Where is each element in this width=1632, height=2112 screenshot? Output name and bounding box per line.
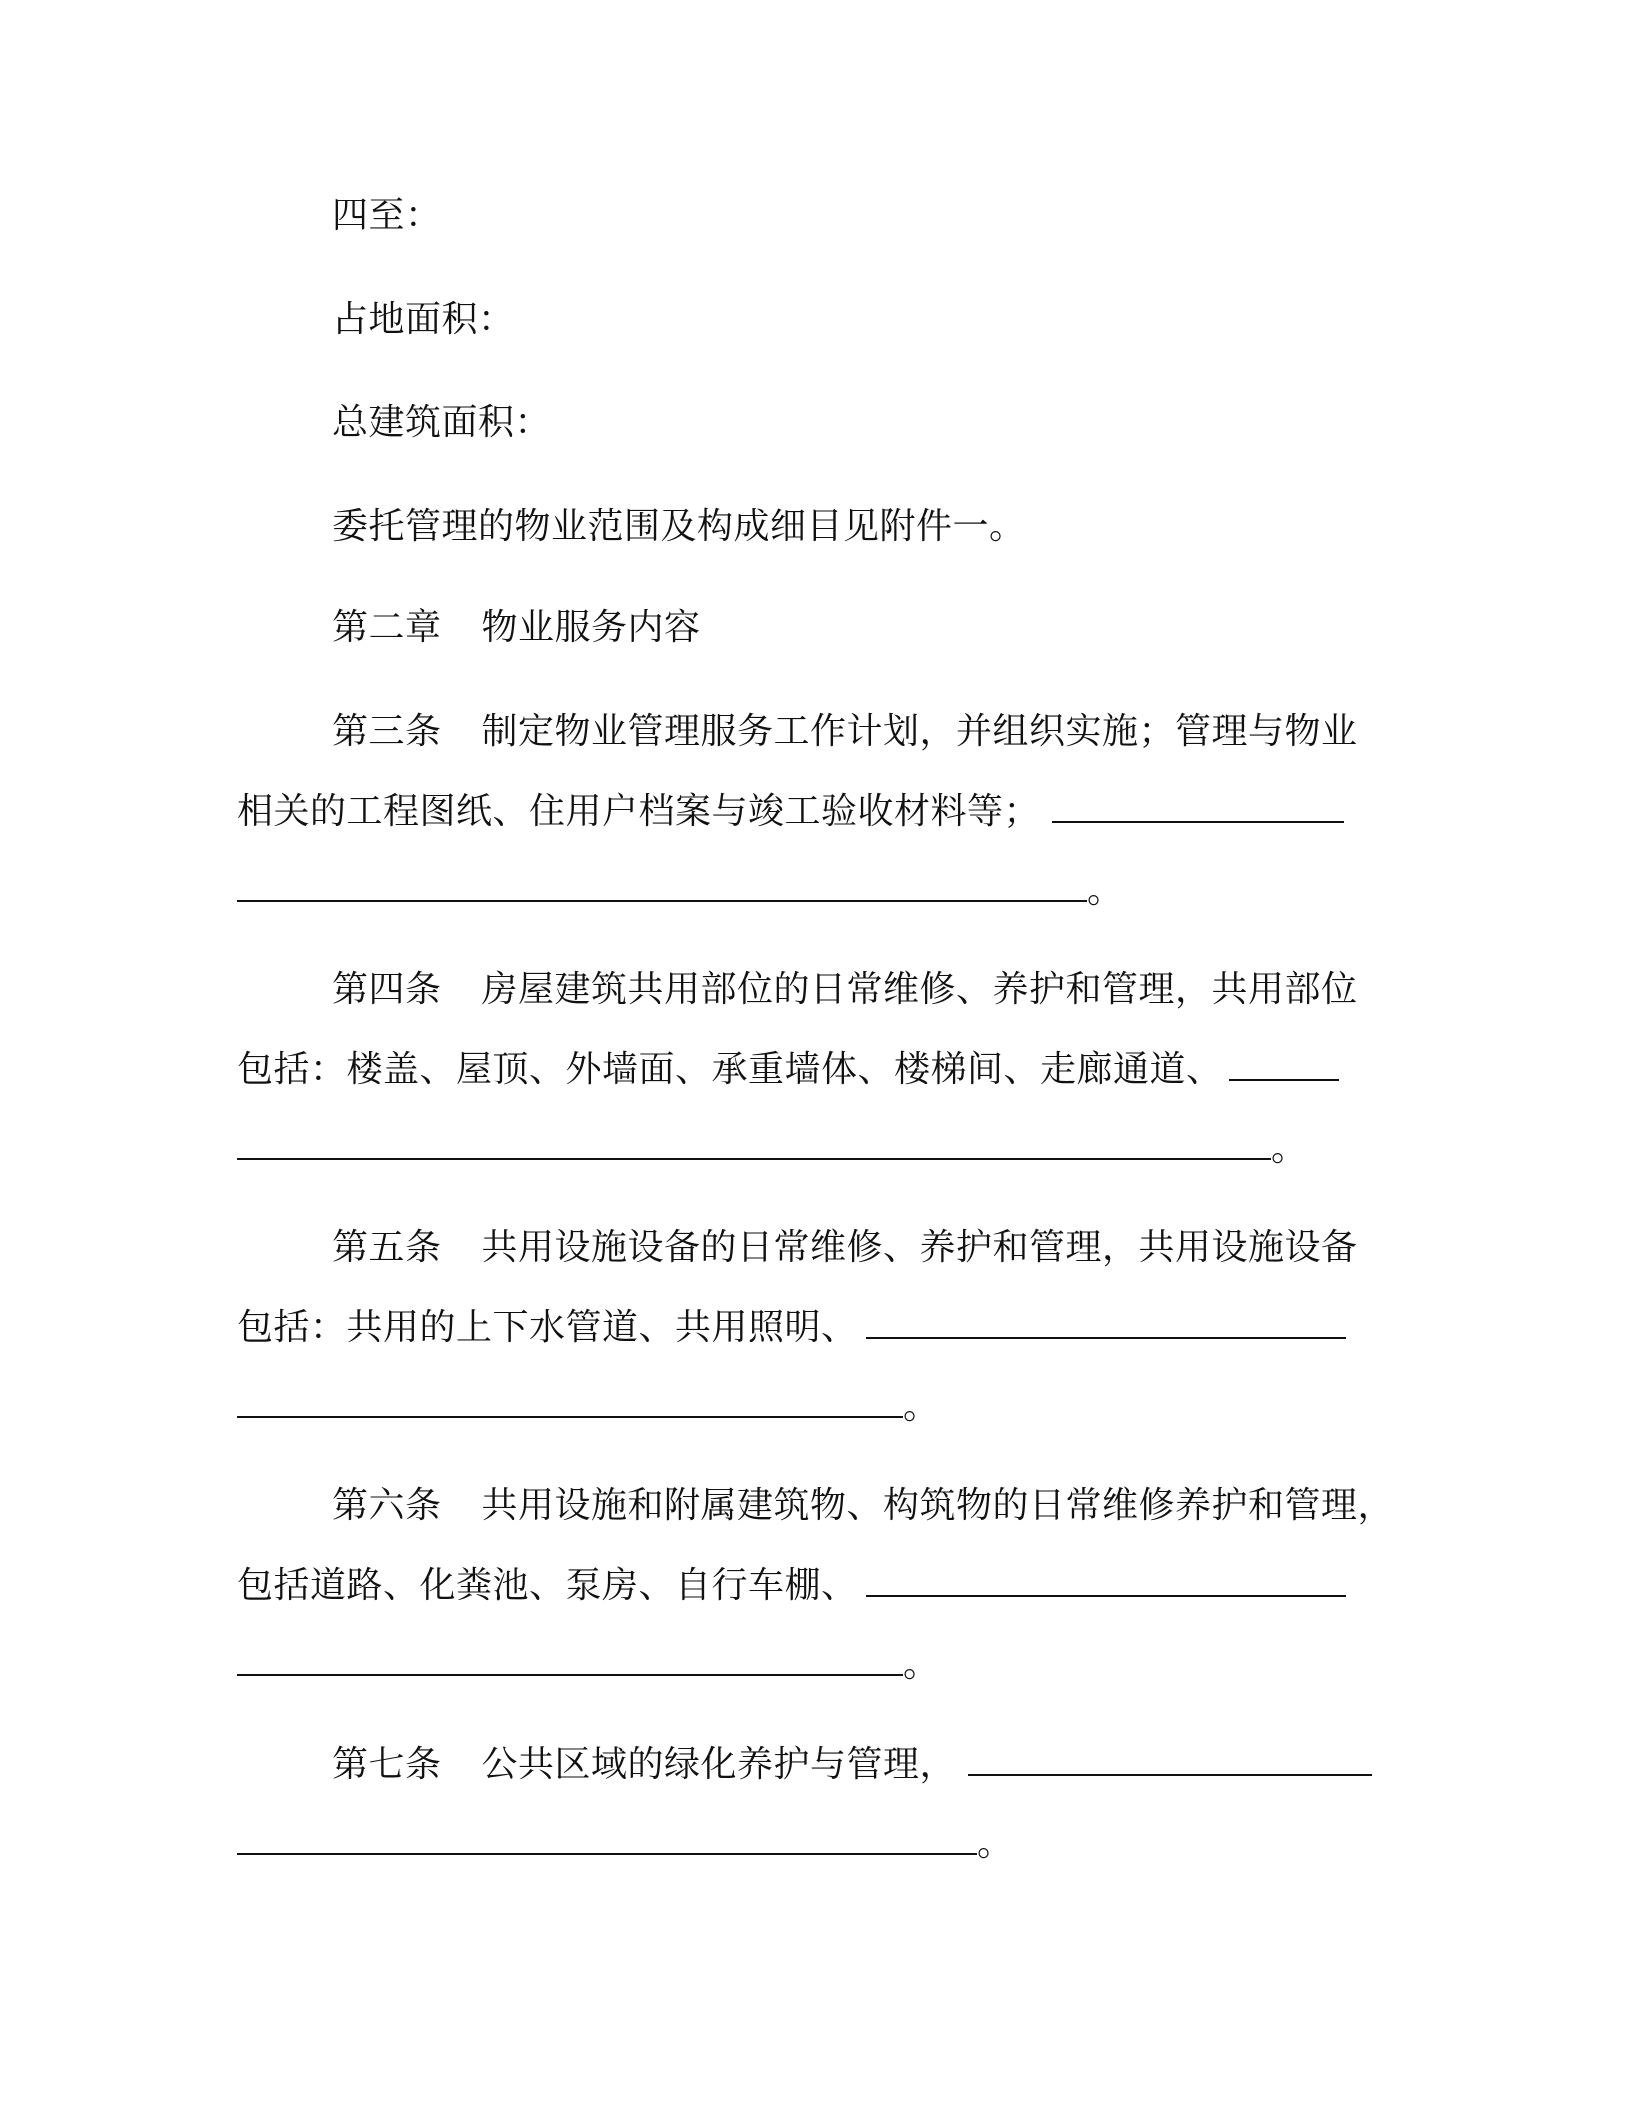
article-7-blank-2[interactable] xyxy=(237,1821,977,1855)
article-5-text-1: 共用设施设备的日常维修、养护和管理，共用设施设备 xyxy=(481,1227,1358,1268)
article-4-label: 第四条 xyxy=(332,969,442,1010)
chapter-heading xyxy=(332,606,701,650)
article-6-text-1: 共用设施和附属建筑物、构筑物的日常维修养护和管理， xyxy=(481,1485,1395,1526)
total-floor-area-line xyxy=(332,401,551,445)
article-3-line-2 xyxy=(237,789,1344,834)
article-3-line-3 xyxy=(237,868,1124,913)
boundaries-label: 四至： xyxy=(332,195,442,236)
article-5-line-3 xyxy=(237,1384,940,1429)
article-5-label: 第五条 xyxy=(332,1227,442,1268)
article-5-line-1 xyxy=(332,1226,1358,1270)
chapter-number: 第二章 xyxy=(332,607,442,648)
article-3-text-1: 制定物业管理服务工作计划，并组织实施；管理与物业 xyxy=(481,711,1358,752)
article-7-label: 第七条 xyxy=(332,1744,442,1785)
scope-line xyxy=(332,505,1026,549)
article-6-line-1 xyxy=(332,1484,1394,1528)
article-5-text-2: 包括：共用的上下水管道、共用照明、 xyxy=(237,1307,858,1348)
article-4-line-3 xyxy=(237,1126,1308,1171)
article-6-line-2 xyxy=(237,1563,1346,1608)
article-4-blank-1[interactable] xyxy=(1229,1047,1339,1081)
article-5-end: 。 xyxy=(903,1386,940,1427)
article-4-line-1 xyxy=(332,968,1358,1012)
article-6-line-3 xyxy=(237,1642,940,1687)
article-4-text-2: 包括：楼盖、屋顶、外墙面、承重墙体、楼梯间、走廊通道、 xyxy=(237,1049,1223,1090)
article-3-blank-1[interactable] xyxy=(1052,789,1344,823)
article-7-line-1 xyxy=(332,1742,1372,1787)
article-3-text-2: 相关的工程图纸、住用户档案与竣工验收材料等； xyxy=(237,791,1041,832)
article-7-end: 。 xyxy=(977,1823,1014,1864)
article-6-blank-1[interactable] xyxy=(866,1563,1346,1597)
article-6-end: 。 xyxy=(903,1644,940,1685)
article-7-text-1: 公共区域的绿化养护与管理， xyxy=(481,1744,957,1785)
land-area-label: 占地面积： xyxy=(332,299,515,340)
article-6-label: 第六条 xyxy=(332,1485,442,1526)
article-3-end: 。 xyxy=(1087,870,1124,911)
article-4-text-1: 房屋建筑共用部位的日常维修、养护和管理，共用部位 xyxy=(481,969,1358,1010)
article-6-blank-2[interactable] xyxy=(237,1642,903,1676)
article-5-blank-2[interactable] xyxy=(237,1384,903,1418)
article-4-line-2 xyxy=(237,1047,1339,1092)
scope-text: 委托管理的物业范围及构成细目见附件一。 xyxy=(332,506,1026,547)
article-6-text-2: 包括道路、化粪池、泵房、自行车棚、 xyxy=(237,1565,858,1606)
article-3-line-1 xyxy=(332,710,1358,754)
article-7-line-2 xyxy=(237,1821,1014,1866)
chapter-title: 物业服务内容 xyxy=(481,607,701,648)
article-3-blank-2[interactable] xyxy=(237,868,1087,902)
article-5-line-2 xyxy=(237,1305,1346,1350)
boundaries-line xyxy=(332,194,442,238)
total-floor-area-label: 总建筑面积： xyxy=(332,402,552,443)
article-4-blank-2[interactable] xyxy=(237,1126,1271,1160)
article-5-blank-1[interactable] xyxy=(866,1305,1346,1339)
article-7-blank-1[interactable] xyxy=(968,1742,1372,1776)
land-area-line xyxy=(332,298,515,342)
article-4-end: 。 xyxy=(1271,1128,1308,1169)
article-3-label: 第三条 xyxy=(332,711,442,752)
